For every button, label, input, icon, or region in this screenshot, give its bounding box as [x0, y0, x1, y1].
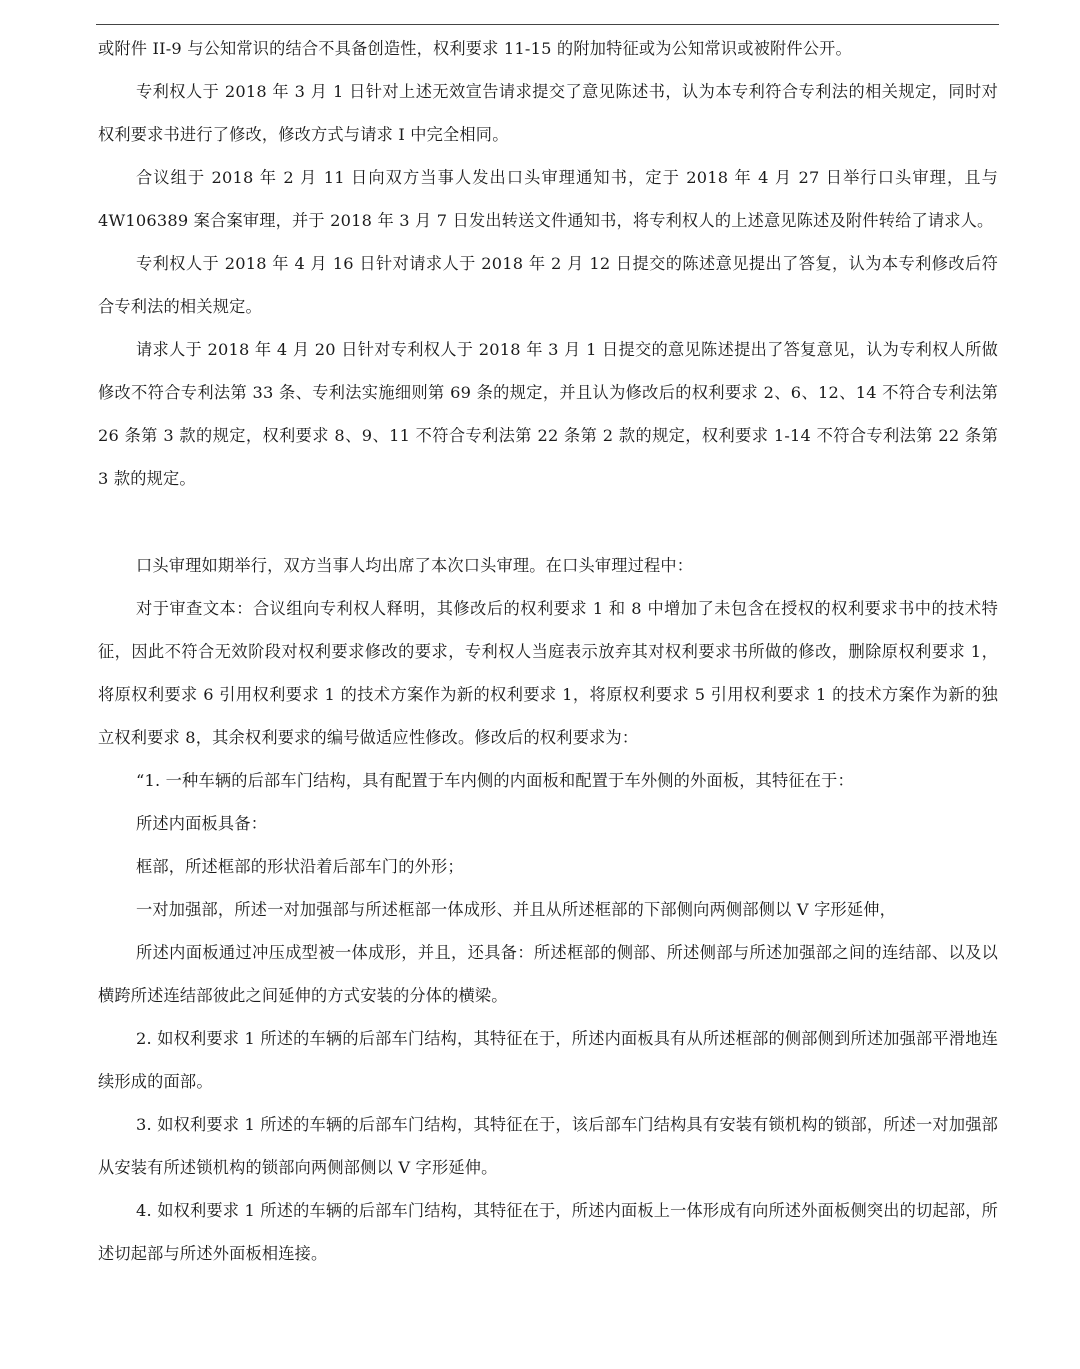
- claim-paragraph: 2. 如权利要求 1 所述的车辆的后部车门结构，其特征在于，所述内面板具有从所述框部的侧部侧到所述加强部平滑地连续形成的面部。: [98, 1029, 998, 1091]
- claim-paragraph: “1. 一种车辆的后部车门结构，具有配置于车内侧的内面板和配置于车外侧的外面板，其特征在于：: [136, 771, 854, 790]
- paragraph: 专利权人于 2018 年 4 月 16 日针对请求人于 2018 年 2 月 12 日提交的陈述意见提出了答复，认为本专利修改后符合专利法的相关规定。: [98, 254, 998, 316]
- paragraph: 对于审查文本：合议组向专利权人释明，其修改后的权利要求 1 和 8 中增加了未包含在授权的权利要求书中的技术特征，因此不符合无效阶段对权利要求修改的要求，专利权人当庭表示放弃其对权利要求书所做的修改，删除原权利要求 1，将原权利要求 6 引用权利要求 1 的技术方案作为新的权利要求 1，将原权利要求 5 引用权利要求 1 的技术方案作为新的独立权利要求 8，其余权利要求的编号做适应性修改。修改后的权利要求为：: [98, 599, 998, 747]
- claim-paragraph: 一对加强部，所述一对加强部与所述框部一体成形、并且从所述框部的下部侧向两侧部侧以 V 字形延伸，: [136, 900, 897, 919]
- header-rule: [96, 24, 999, 25]
- claim-paragraph: 4. 如权利要求 1 所述的车辆的后部车门结构，其特征在于，所述内面板上一体形成有向所述外面板侧突出的切起部，所述切起部与所述外面板相连接。: [98, 1201, 998, 1263]
- paragraph-gap: [98, 500, 998, 544]
- claim-paragraph: 框部，所述框部的形状沿着后部车门的外形；: [136, 857, 464, 876]
- claim-paragraph: 所述内面板具备：: [136, 814, 268, 833]
- paragraph: 合议组于 2018 年 2 月 11 日向双方当事人发出口头审理通知书，定于 2018 年 4 月 27 日举行口头审理，且与 4W106389 案合案审理，并于 2018 年 3 月 7 日发出转送文件通知书，将专利权人的上述意见陈述及附件转给了请求人。: [98, 168, 998, 230]
- claim-paragraph: 所述内面板通过冲压成型被一体成形，并且，还具备：所述框部的侧部、所述侧部与所述加强部之间的连结部、以及以横跨所述连结部彼此之间延伸的方式安装的分体的横梁。: [98, 943, 998, 1005]
- claim-paragraph: 3. 如权利要求 1 所述的车辆的后部车门结构，其特征在于，该后部车门结构具有安装有锁机构的锁部，所述一对加强部从安装有所述锁机构的锁部向两侧部侧以 V 字形延伸。: [98, 1115, 998, 1177]
- paragraph: 口头审理如期举行，双方当事人均出席了本次口头审理。在口头审理过程中：: [136, 556, 694, 575]
- document-body: [98, 27, 998, 1275]
- paragraph: 专利权人于 2018 年 3 月 1 日针对上述无效宣告请求提交了意见陈述书，认为本专利符合专利法的相关规定，同时对权利要求书进行了修改，修改方式与请求 I 中完全相同。: [98, 82, 998, 144]
- paragraph: 请求人于 2018 年 4 月 20 日针对专利权人于 2018 年 3 月 1 日提交的意见陈述提出了答复意见，认为专利权人所做修改不符合专利法第 33 条、专利法实施细则第 69 条的规定，并且认为修改后的权利要求 2、6、12、14 不符合专利法第 26 条第 3 款的规定，权利要求 8、9、11 不符合专利法第 22 条第 2 款的规定，权利要求 1-14 不符合专利法第 22 条第 3 款的规定。: [98, 340, 998, 488]
- paragraph: 或附件 II-9 与公知常识的结合不具备创造性，权利要求 11-15 的附加特征或为公知常识或被附件公开。: [98, 39, 852, 58]
